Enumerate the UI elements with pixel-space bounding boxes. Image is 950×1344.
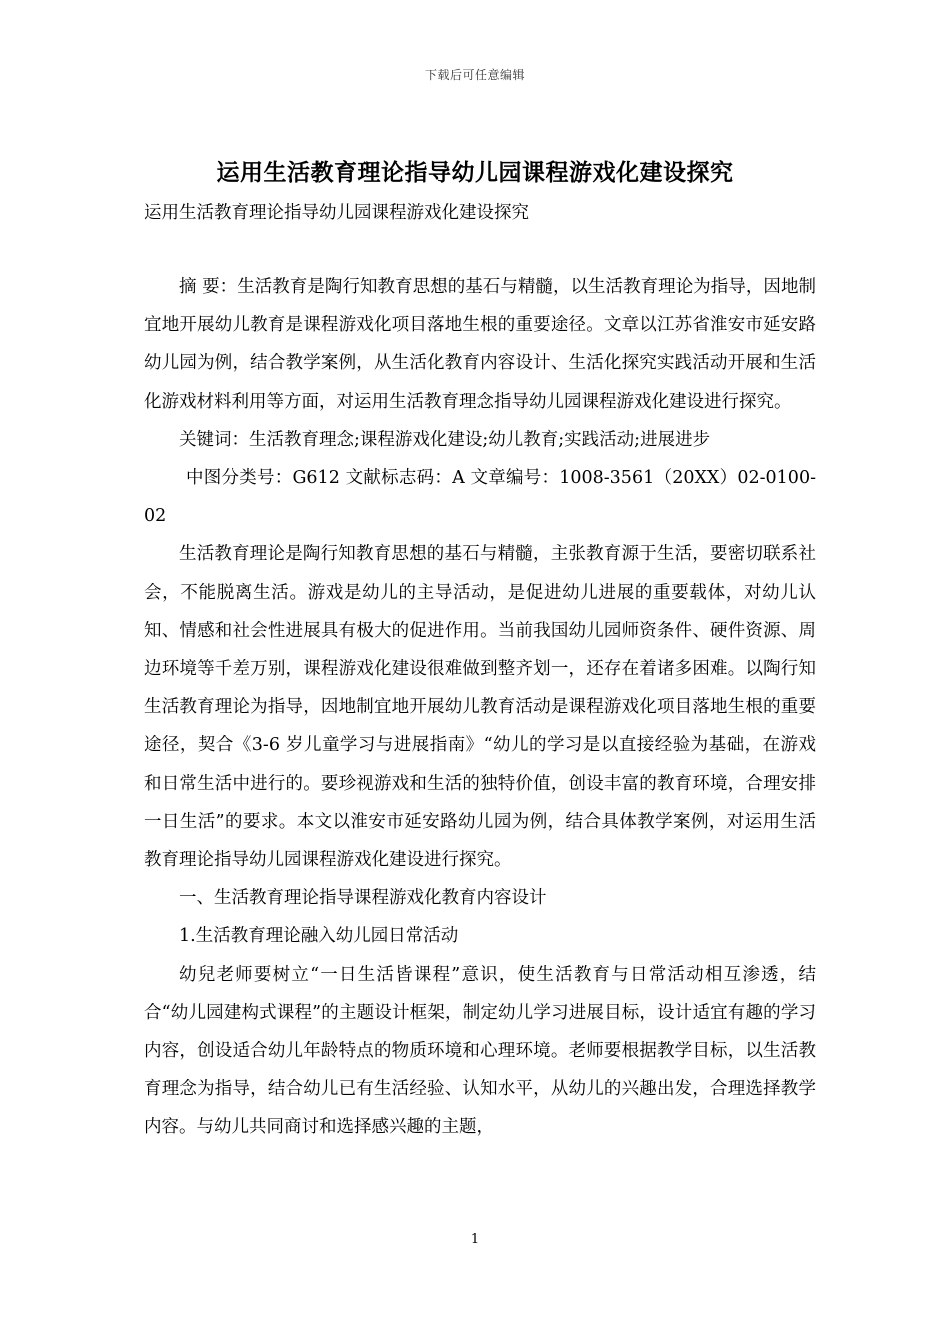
document-subtitle: 运用生活教育理论指导幼儿园课程游戏化建设探究 [144, 203, 529, 223]
classification-line: 中图分类号：G612 文献标志码：A 文章编号：1008-3561（20XX）02-0100-02 [144, 468, 816, 527]
page-number: 1 [470, 1232, 480, 1247]
body-paragraph: 生活教育理论是陶行知教育思想的基石与精髓，主张教育源于生活，要密切联系社会，不能脱离生活。游戏是幼儿的主导活动，是促进幼儿进展的重要载体，对幼儿认知、情感和社会性进展具有极大的促进作用。当前我国幼儿园师资条件、硬件资源、周边环境等千差万别，课程游戏化建设很难做到整齐划一，还存在着诸多困难。以陶行知生活教育理论为指导，因地制宜地开展幼儿教育活动是课程游戏化项目落地生根的重要途径，契合《3-6 岁儿童学习与进展指南》“幼儿的学习是以直接经验为基础，在游戏和日常生活中进行的。要珍视游戏和生活的独特价值，创设丰富的教育环境，合理安排一日生活”的要求。本文以淮安市延安路幼儿园为例，结合具体教学案例，对运用生活教育理论指导幼儿园课程游戏化建设进行探究。 [144, 544, 816, 871]
subsection-heading: 1.生活教育理论融入幼儿园日常活动 [179, 926, 459, 947]
abstract-paragraph: 摘 要：生活教育是陶行知教育思想的基石与精髓，以生活教育理论为指导，因地制宜地开展幼儿教育是课程游戏化项目落地生根的重要途径。文章以江苏省淮安市延安路幼儿园为例，结合教学案例，从生活化教育内容设计、生活化探究实践活动开展和生活化游戏材料利用等方面，对运用生活教育理念指导幼儿园课程游戏化建设进行探究。 [144, 277, 816, 412]
body-paragraph-last: 幼兒老师要树立“一日生活皆课程”意识，使生活教育与日常活动相互渗透，结合“幼儿园建构式课程”的主题设计框架，制定幼儿学习进展目标，设计适宜有趣的学习内容，创设适合幼儿年龄特点的物质环境和心理环境。老师要根据教学目标，以生活教育理念为指导，结合幼儿已有生活经验、认知水平，从幼儿的兴趣出发，合理选择教学内容。与幼儿共同商讨和选择感兴趣的主题， [144, 964, 816, 1138]
document-body [144, 268, 816, 1147]
section-heading: 一、生活教育理论指导课程游戏化教育内容设计 [179, 888, 547, 909]
document-title: 运用生活教育理论指导幼儿园课程游戏化建设探究 [216, 159, 734, 186]
keywords-line: 关键词：生活教育理念;课程游戏化建设;幼儿教育;实践活动;进展进步 [179, 429, 711, 450]
header-note: 下载后可任意编辑 [424, 68, 525, 82]
